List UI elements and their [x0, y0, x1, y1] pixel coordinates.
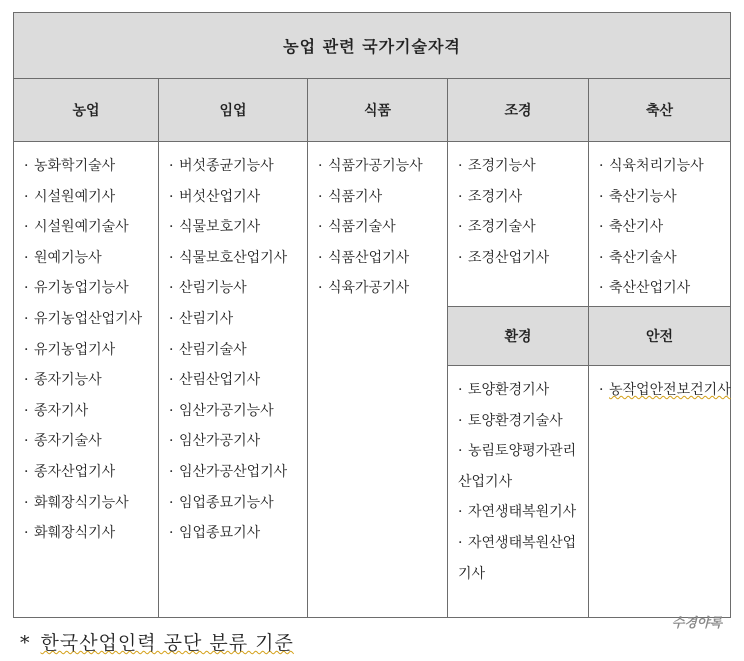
forestry-cell — [159, 142, 308, 618]
watermark: 수경야록 — [671, 616, 722, 631]
item-label: 식육처리기능사 — [609, 158, 704, 174]
item-label: 농화학기술사 — [34, 158, 116, 174]
item-label: 조경기술사 — [468, 219, 536, 236]
list-item — [458, 436, 588, 497]
bullet: · — [24, 158, 29, 174]
header-safety: 안전 — [589, 307, 731, 366]
item-label: 식품산업기사 — [328, 249, 410, 266]
bullet: · — [24, 433, 29, 450]
list-item — [24, 273, 158, 304]
bullet: · — [24, 280, 29, 297]
footnote — [20, 628, 294, 655]
item-label: 임산가공산업기사 — [179, 463, 288, 480]
list-item — [599, 212, 730, 243]
item-label: 식육가공기사 — [328, 280, 410, 297]
item-label: 축산기사 — [609, 219, 664, 236]
list-item — [318, 151, 447, 182]
item-label: 원예기능사 — [34, 249, 102, 266]
bullet: · — [24, 219, 29, 236]
bullet: · — [318, 158, 323, 174]
bullet: · — [318, 280, 323, 297]
qualification-table — [13, 12, 731, 618]
list-item — [169, 182, 307, 213]
list-item — [169, 273, 307, 304]
bullet: · — [599, 382, 604, 398]
item-label: 산림기사 — [179, 310, 234, 327]
bullet: · — [458, 249, 463, 266]
bullet: · — [318, 188, 323, 205]
bullet: · — [24, 525, 29, 542]
bullet: · — [599, 280, 604, 297]
title-row — [14, 13, 731, 79]
bullet: · — [169, 188, 174, 205]
list-item — [169, 396, 307, 427]
items-row-top — [14, 142, 731, 307]
list-item — [24, 212, 158, 243]
item-label: 화훼장식기능사 — [34, 494, 129, 511]
bullet: · — [169, 249, 174, 266]
list-item — [458, 182, 588, 213]
bullet: · — [458, 382, 463, 398]
item-label: 농림토양평가관리산업기사 — [458, 443, 577, 490]
bullet: · — [24, 249, 29, 266]
bullet: · — [458, 534, 463, 551]
item-label: 임업종묘기사 — [179, 525, 261, 542]
item-label: 산림기술사 — [179, 341, 247, 358]
list-item — [599, 243, 730, 274]
item-label: 식물보호산업기사 — [179, 249, 288, 266]
bullet: · — [458, 158, 463, 174]
item-label: 산림기능사 — [179, 280, 247, 297]
item-label: 산림산업기사 — [179, 372, 261, 389]
list-item — [24, 304, 158, 335]
item-label: 시설원예기술사 — [34, 219, 129, 236]
item-label: 유기농업산업기사 — [34, 310, 143, 327]
agriculture-list — [14, 142, 158, 549]
bullet: · — [24, 341, 29, 358]
list-item — [24, 182, 158, 213]
list-item — [169, 518, 307, 549]
item-label: 종자산업기사 — [34, 463, 116, 480]
list-item — [318, 273, 447, 304]
list-item — [318, 212, 447, 243]
bullet: · — [169, 402, 174, 419]
bullet: · — [169, 158, 174, 174]
bullet: · — [169, 280, 174, 297]
list-item — [599, 375, 730, 406]
item-label: 식품기사 — [328, 188, 383, 205]
list-item — [24, 151, 158, 182]
list-item — [169, 304, 307, 335]
bullet: · — [458, 504, 463, 521]
bullet: · — [318, 219, 323, 236]
item-label: 화훼장식기사 — [34, 525, 116, 542]
bullet: · — [169, 372, 174, 389]
item-label: 축산기술사 — [609, 249, 677, 266]
item-label: 축산산업기사 — [609, 280, 691, 297]
bullet: · — [318, 249, 323, 266]
item-label: 조경기능사 — [468, 158, 536, 174]
list-item — [599, 151, 730, 182]
list-item — [24, 518, 158, 549]
environment-cell — [448, 366, 589, 618]
list-item — [24, 457, 158, 488]
header-environment: 환경 — [448, 307, 589, 366]
bullet: · — [24, 310, 29, 327]
item-label: 농작업안전보건기사 — [609, 382, 731, 398]
food-cell — [308, 142, 448, 618]
item-label: 임업종묘기능사 — [179, 494, 274, 511]
list-item — [458, 212, 588, 243]
footnote-text: 한국산업인력 공단 분류 기준 — [40, 632, 294, 654]
bullet: · — [24, 402, 29, 419]
item-label: 식품가공기능사 — [328, 158, 423, 174]
item-label: 시설원예기사 — [34, 188, 116, 205]
livestock-cell — [589, 142, 731, 307]
list-item — [318, 182, 447, 213]
bullet: · — [169, 525, 174, 542]
list-item — [169, 365, 307, 396]
bullet: · — [458, 443, 463, 460]
bullet: · — [169, 341, 174, 358]
landscape-cell — [448, 142, 589, 307]
list-item — [169, 151, 307, 182]
list-item — [599, 273, 730, 304]
food-list — [308, 142, 447, 304]
list-item — [24, 488, 158, 519]
item-label: 조경기사 — [468, 188, 523, 205]
list-item — [458, 497, 588, 528]
item-label: 토양환경기술사 — [468, 412, 563, 429]
item-label: 유기농업기능사 — [34, 280, 129, 297]
list-item — [24, 426, 158, 457]
item-label: 조경산업기사 — [468, 249, 550, 266]
footnote-mark: * — [20, 632, 31, 654]
bullet: · — [24, 494, 29, 511]
bullet: · — [169, 310, 174, 327]
list-item — [169, 335, 307, 366]
list-item — [24, 335, 158, 366]
header-forestry: 임업 — [159, 79, 308, 142]
item-label: 종자기사 — [34, 402, 89, 419]
environment-list — [448, 366, 588, 589]
bullet: · — [169, 494, 174, 511]
item-label: 토양환경기사 — [468, 382, 550, 398]
list-item — [24, 243, 158, 274]
safety-list — [589, 366, 730, 406]
item-label: 식물보호기사 — [179, 219, 261, 236]
table-title: 농업 관련 국가기술자격 — [14, 13, 731, 79]
landscape-list — [448, 142, 588, 273]
item-label: 자연생태복원산업기사 — [458, 534, 577, 582]
header-row — [14, 79, 731, 142]
item-label: 버섯종균기능사 — [179, 158, 274, 174]
bullet: · — [599, 188, 604, 205]
list-item — [458, 243, 588, 274]
item-label: 임산가공기능사 — [179, 402, 274, 419]
safety-cell — [589, 366, 731, 618]
bullet: · — [24, 463, 29, 480]
list-item — [458, 406, 588, 437]
item-label: 종자기술사 — [34, 433, 102, 450]
list-item — [24, 396, 158, 427]
bullet: · — [599, 249, 604, 266]
item-label: 종자기능사 — [34, 372, 102, 389]
agriculture-cell — [14, 142, 159, 618]
list-item — [169, 457, 307, 488]
bullet: · — [169, 219, 174, 236]
list-item — [169, 212, 307, 243]
item-label: 임산가공기사 — [179, 433, 261, 450]
list-item — [458, 375, 588, 406]
list-item — [318, 243, 447, 274]
bullet: · — [599, 219, 604, 236]
bullet: · — [24, 188, 29, 205]
bullet: · — [24, 372, 29, 389]
item-label: 자연생태복원기사 — [468, 504, 577, 521]
list-item — [24, 365, 158, 396]
bullet: · — [599, 158, 604, 174]
forestry-list — [159, 142, 307, 549]
header-food: 식품 — [308, 79, 448, 142]
livestock-list — [589, 142, 730, 304]
list-item — [458, 528, 588, 589]
list-item — [169, 426, 307, 457]
list-item — [169, 243, 307, 274]
header-livestock: 축산 — [589, 79, 731, 142]
bullet: · — [169, 433, 174, 450]
bullet: · — [169, 463, 174, 480]
item-label: 유기농업기사 — [34, 341, 116, 358]
list-item — [599, 182, 730, 213]
list-item — [169, 488, 307, 519]
item-label: 버섯산업기사 — [179, 188, 261, 205]
header-landscape: 조경 — [448, 79, 589, 142]
bullet: · — [458, 412, 463, 429]
bullet: · — [458, 219, 463, 236]
header-agriculture: 농업 — [14, 79, 159, 142]
item-label: 식품기술사 — [328, 219, 396, 236]
bullet: · — [458, 188, 463, 205]
list-item — [458, 151, 588, 182]
item-label: 축산기능사 — [609, 188, 677, 205]
